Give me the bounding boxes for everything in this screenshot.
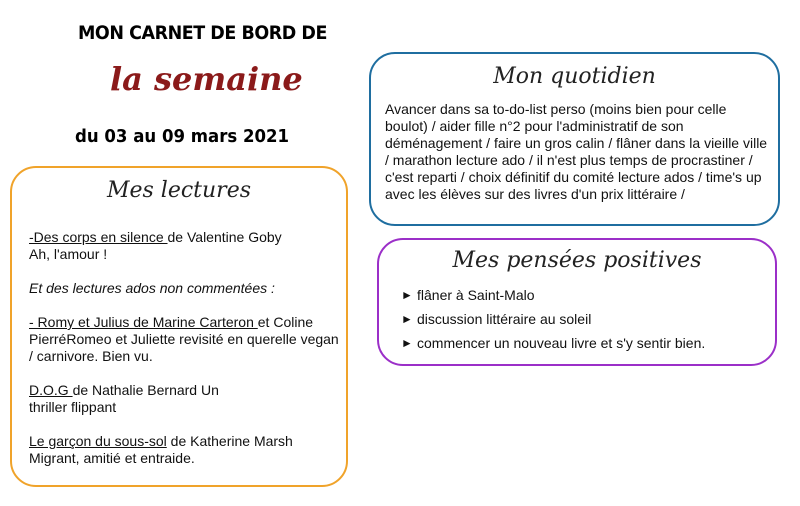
ados-intro: Et des lectures ados non commentées : [29,280,275,296]
book-entry-1 [29,229,339,246]
book-entry-3 [29,382,244,416]
page-subtitle: la semaine [110,60,303,98]
book-author: de Valentine Goby [167,229,282,245]
pensees-list [401,286,705,358]
quotidien-box [369,52,780,226]
lectures-box [10,166,348,487]
play-arrow-icon: ► [401,287,413,302]
book-comment: Ah, l'amour ! [29,246,108,262]
list-item-text: discussion littéraire au soleil [417,310,592,327]
book-details: et Coline PierréRomeo et Juliette revisité en querelle vegan / carnivore. Bien vu. [29,314,339,364]
list-item-text: flâner à Saint-Malo [417,286,535,303]
quotidien-title: Mon quotidien [493,64,656,89]
book-title: D.O.G [29,382,73,398]
lectures-title: Mes lectures [106,178,252,203]
play-arrow-icon: ► [401,335,413,350]
list-item-text: commencer un nouveau livre et s'y sentir bien. [417,334,706,351]
book-comment: Migrant, amitié et entraide. [29,450,195,466]
lectures-body [29,229,339,467]
list-item [401,310,705,327]
pensees-title: Mes pensées positives [452,248,702,273]
pensees-box [377,238,777,366]
book-entry-2 [29,314,339,365]
book-title: - Romy et Julius de Marine Carteron [29,314,258,330]
book-title: Le garçon du sous-sol [29,433,167,449]
book-title: -Des corps en silence [29,229,168,245]
book-details: de Nathalie Bernard Un thriller flippant [29,382,219,415]
list-item [401,334,705,351]
book-author: de Katherine Marsh [166,433,293,449]
page-title: MON CARNET DE BORD DE [78,22,327,44]
quotidien-text: Avancer dans sa to-do-list perso (moins bien pour celle boulot) / aider fille n°2 pour l'administratif de son déménagement / faire un gros calin / flâner dans la vieille ville / marathon lecture ado / il n'est plus temps de procrastiner / c'est reparti / choix définitif du comité lecture ados / time's up avec les élèves sur des livres d'un prix littéraire / [385,101,768,202]
date-range: du 03 au 09 mars 2021 [75,126,290,147]
play-arrow-icon: ► [401,311,413,326]
list-item [401,286,705,303]
book-entry-4 [29,433,339,450]
